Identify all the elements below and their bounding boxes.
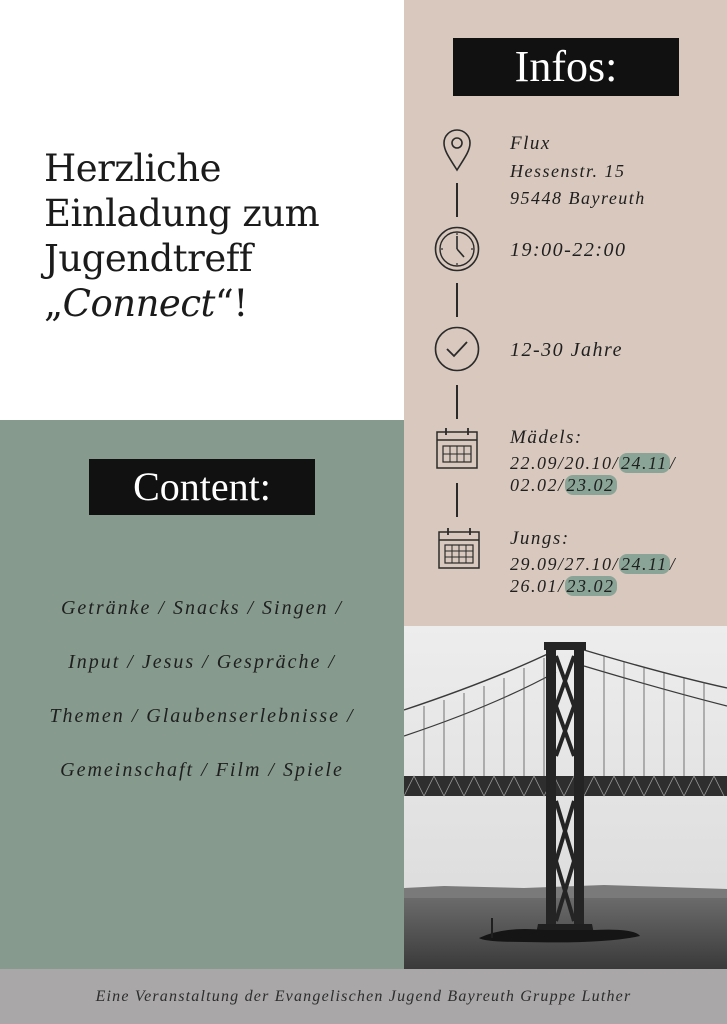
timeline-connector xyxy=(456,183,458,217)
date: 02.02 xyxy=(510,475,558,495)
location-street: Hessenstr. 15 xyxy=(510,161,626,181)
girls-dates-line2 xyxy=(510,474,617,496)
timeline-connector xyxy=(456,283,458,317)
date: 29.09 xyxy=(510,554,558,574)
separator: / xyxy=(669,453,677,473)
content-line: Themen / Glaubenserlebnisse / xyxy=(49,705,355,727)
location-name: Flux xyxy=(510,133,551,154)
calendar-icon xyxy=(438,528,480,570)
location-pin-icon xyxy=(441,128,473,172)
close-quote: “! xyxy=(214,282,248,325)
infos-label: Infos: xyxy=(453,38,679,96)
bridge-illustration xyxy=(404,626,727,969)
location-city: 95448 Bayreuth xyxy=(510,188,646,208)
content-label: Content: xyxy=(89,459,315,515)
girls-heading: Mädels: xyxy=(510,427,583,448)
content-line: Gemeinschaft / Film / Spiele xyxy=(60,759,344,781)
highlighted-date: 24.11 xyxy=(621,453,668,473)
content-line: Getränke / Snacks / Singen / xyxy=(60,597,344,619)
content-line: Input / Jesus / Gespräche / xyxy=(68,651,336,673)
separator: / xyxy=(558,453,565,473)
boys-heading: Jungs: xyxy=(510,528,570,549)
boys-dates-line1 xyxy=(510,553,676,575)
boys-dates-line2 xyxy=(510,575,617,597)
separator: / xyxy=(612,554,620,574)
separator: / xyxy=(558,576,565,596)
title-line: Jugendtreff xyxy=(44,237,253,280)
girls-dates-line1 xyxy=(510,452,676,474)
event-time: 19:00-22:00 xyxy=(510,239,627,261)
separator: / xyxy=(669,554,677,574)
date: 26.01 xyxy=(510,576,558,596)
date: 20.10 xyxy=(564,453,613,473)
clock-icon xyxy=(434,226,480,272)
timeline-connector xyxy=(456,483,458,517)
title-line: Herzliche xyxy=(44,147,221,190)
separator: / xyxy=(558,554,565,574)
separator: / xyxy=(558,475,565,495)
timeline-connector xyxy=(456,385,458,419)
age-range: 12-30 Jahre xyxy=(510,339,623,361)
title-line: Einladung zum xyxy=(44,192,320,235)
title-line xyxy=(44,281,394,326)
open-quote: „ xyxy=(44,282,63,325)
highlighted-date: 24.11 xyxy=(621,554,668,574)
footer-text: Eine Veranstaltung der Evangelischen Jugend Bayreuth Gruppe Luther xyxy=(95,988,632,1005)
highlighted-date: 23.02 xyxy=(566,576,615,596)
separator: / xyxy=(612,453,620,473)
date: 22.09 xyxy=(510,453,558,473)
page-title xyxy=(44,146,394,326)
event-name: Connect xyxy=(62,282,215,325)
highlighted-date: 23.02 xyxy=(566,475,615,495)
calendar-icon xyxy=(436,428,478,470)
checkmark-circle-icon xyxy=(434,326,480,372)
date: 27.10 xyxy=(564,554,613,574)
bridge-photo xyxy=(404,626,727,969)
